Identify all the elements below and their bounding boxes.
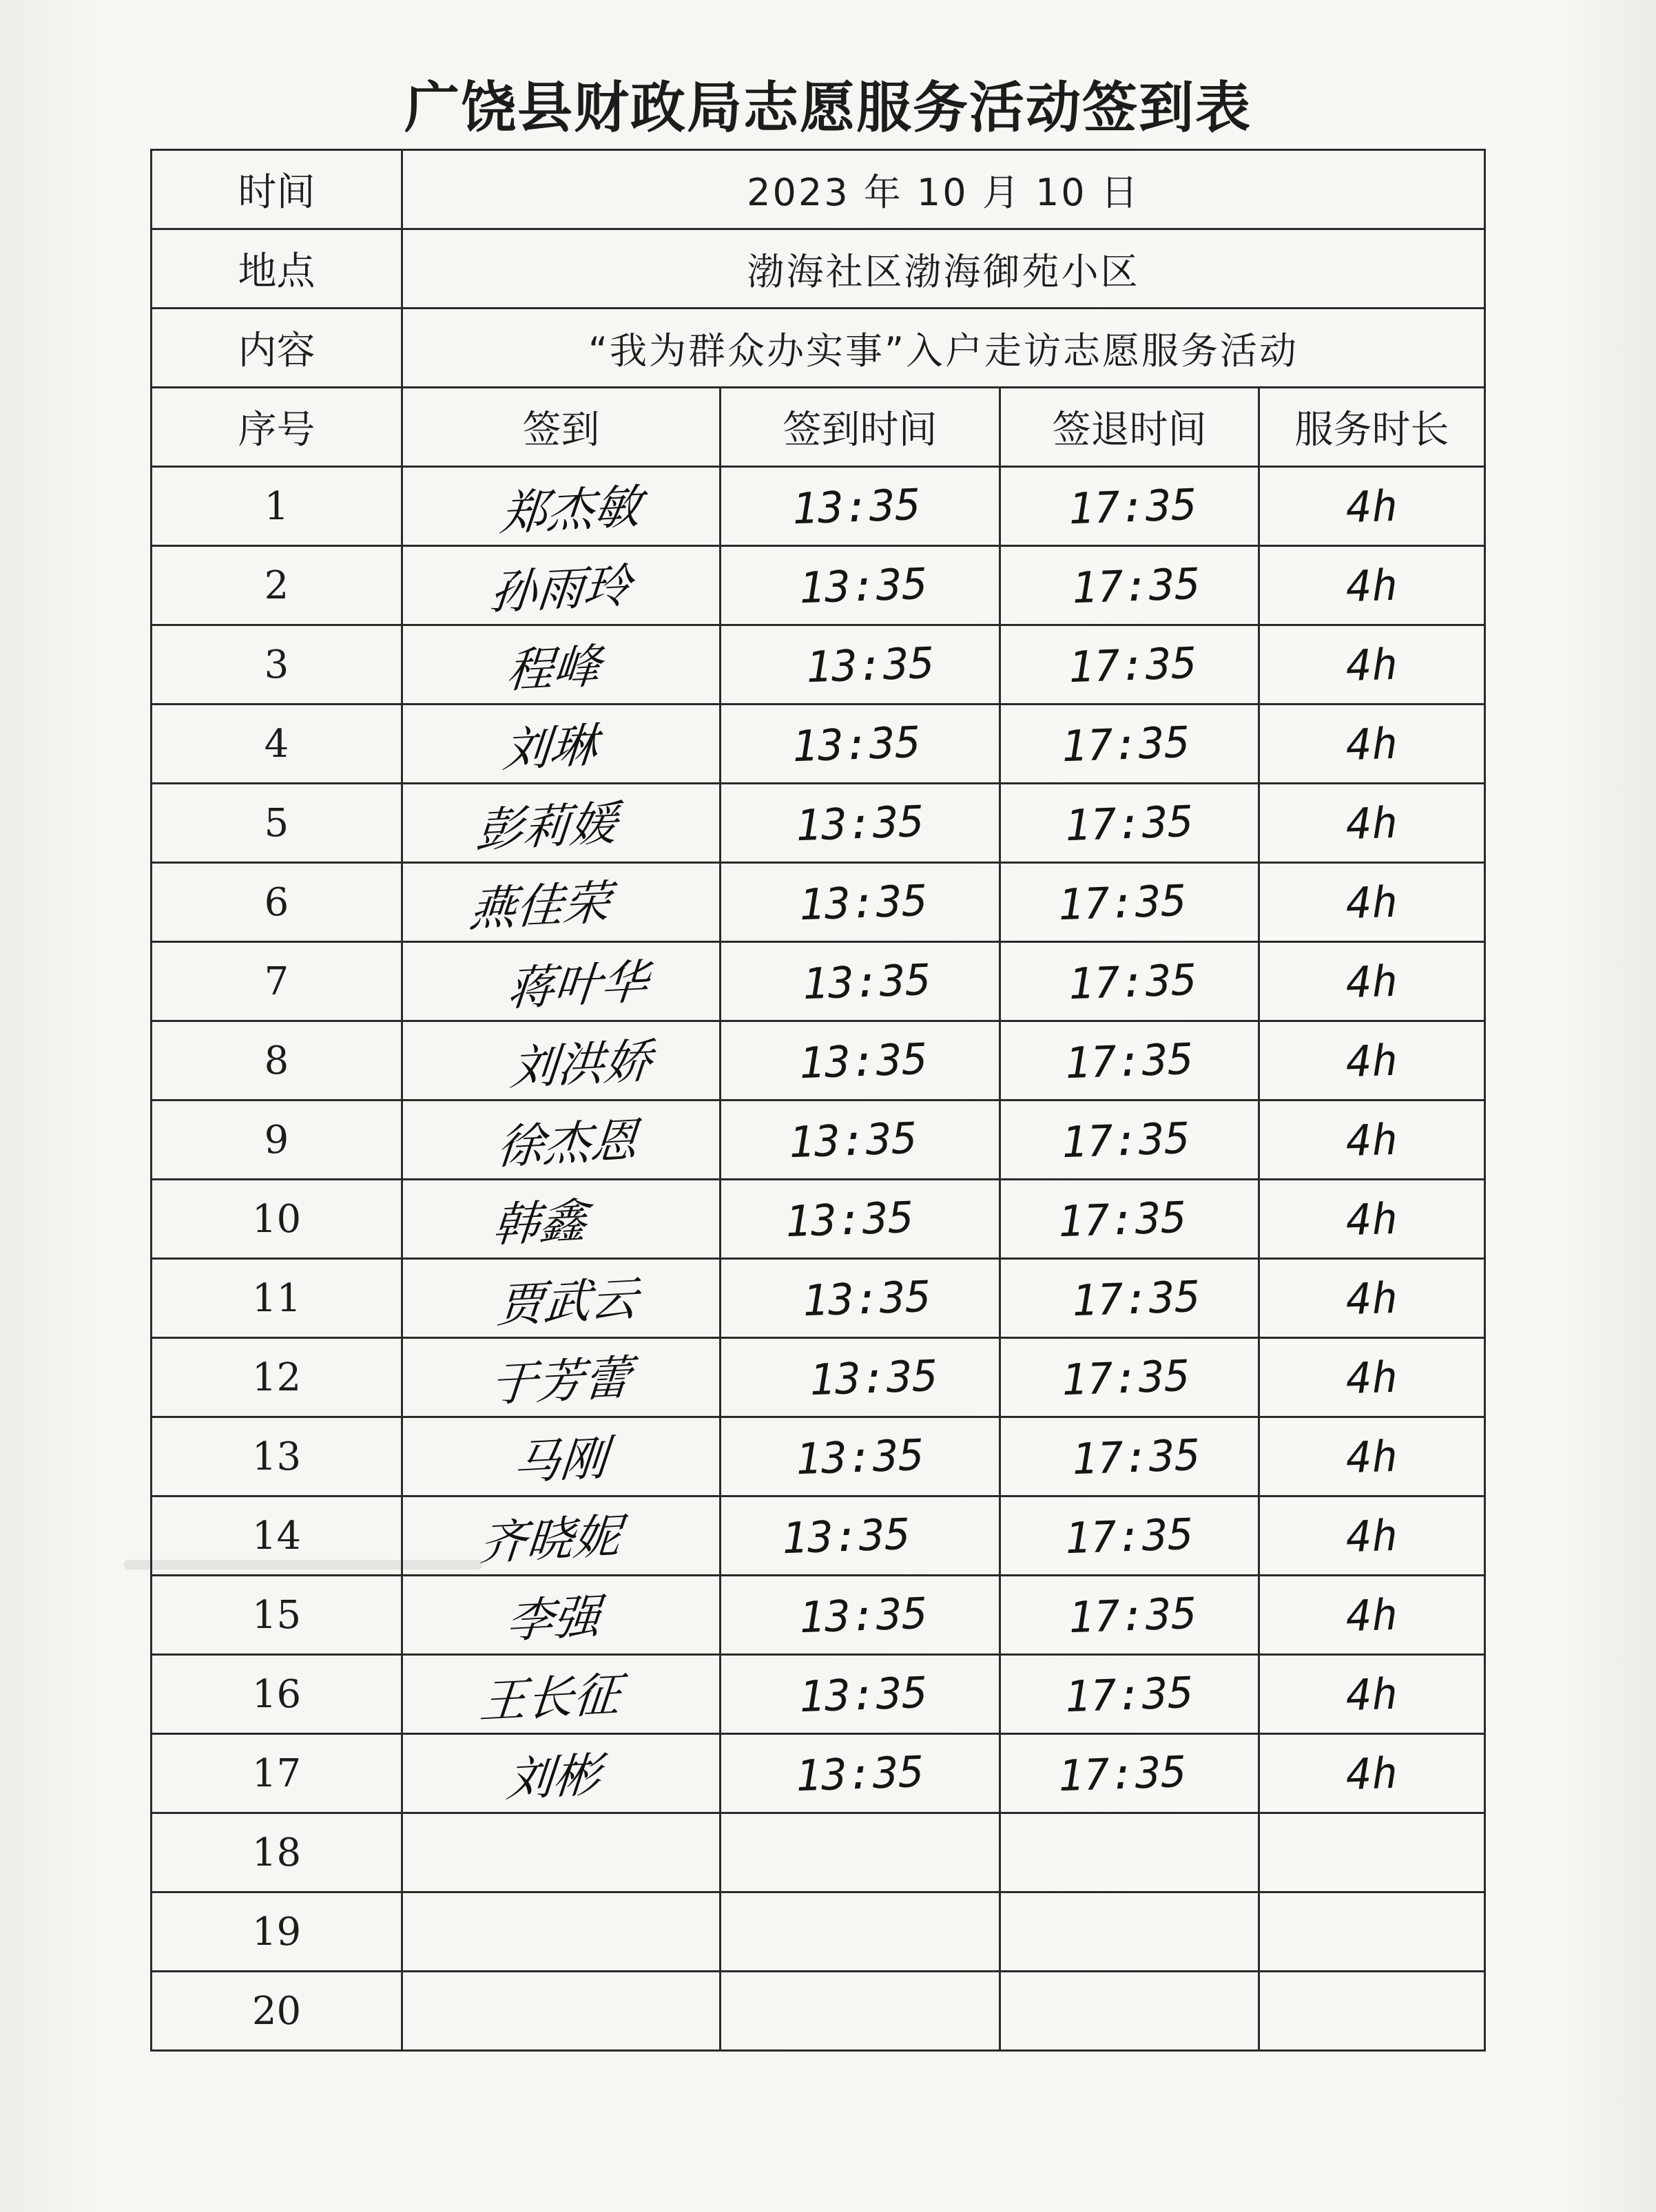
table-row bbox=[152, 1892, 1485, 1972]
signature-text: 彭莉媛 bbox=[474, 795, 620, 859]
number-cell: 20 bbox=[152, 1972, 402, 2051]
number-cell: 10 bbox=[152, 1180, 402, 1259]
service-duration-text: 4h bbox=[1345, 1747, 1399, 1799]
sign-out-time-text: 17:35 bbox=[1057, 1746, 1188, 1801]
signature-text: 刘彬 bbox=[504, 1747, 603, 1808]
table-row bbox=[152, 1259, 1485, 1338]
number-cell: 4 bbox=[152, 705, 402, 784]
table-row bbox=[152, 784, 1485, 863]
sign-in-time-cell bbox=[721, 1892, 1000, 1972]
table-row bbox=[152, 1734, 1485, 1813]
number-cell: 11 bbox=[152, 1259, 402, 1338]
sign-in-time-cell bbox=[721, 1972, 1000, 2051]
sign-in-time-text: 13:35 bbox=[801, 1271, 933, 1326]
time-value: 2023 年 10 月 10 日 bbox=[402, 150, 1485, 229]
table-row bbox=[152, 1417, 1485, 1496]
service-duration-cell bbox=[1259, 1496, 1485, 1576]
signature-cell bbox=[402, 546, 721, 625]
sign-in-time-text: 13:35 bbox=[805, 637, 936, 692]
service-duration-text: 4h bbox=[1345, 718, 1399, 770]
sign-out-time-cell bbox=[1000, 1100, 1259, 1180]
signature-text: 徐杰恩 bbox=[495, 1112, 641, 1176]
table-row bbox=[152, 1338, 1485, 1417]
sign-in-time-cell bbox=[721, 1259, 1000, 1338]
sign-in-time-cell bbox=[721, 1100, 1000, 1180]
sign-out-time-cell bbox=[1000, 1259, 1259, 1338]
sign-in-time-cell bbox=[721, 1417, 1000, 1496]
number-cell: 8 bbox=[152, 1021, 402, 1100]
signature-text: 王长征 bbox=[477, 1667, 623, 1730]
service-duration-cell bbox=[1259, 1813, 1485, 1892]
table-row bbox=[152, 863, 1485, 942]
sign-in-time-cell bbox=[721, 1180, 1000, 1259]
service-duration-cell bbox=[1259, 467, 1485, 546]
signature-text: 韩鑫 bbox=[490, 1193, 590, 1253]
sign-out-time-text: 17:35 bbox=[1067, 1587, 1199, 1642]
column-header-signature: 签到 bbox=[402, 388, 721, 467]
column-header-service-duration: 服务时长 bbox=[1259, 388, 1485, 467]
signature-text: 蒋叶华 bbox=[505, 954, 651, 1017]
sign-in-time-cell bbox=[721, 467, 1000, 546]
sign-out-time-text: 17:35 bbox=[1067, 637, 1199, 692]
sign-out-time-cell bbox=[1000, 1496, 1259, 1576]
table-row bbox=[152, 1576, 1485, 1655]
sign-in-table bbox=[150, 149, 1486, 2052]
signature-cell bbox=[402, 1180, 721, 1259]
service-duration-text: 4h bbox=[1345, 480, 1399, 532]
sign-in-time-text: 13:35 bbox=[791, 479, 922, 534]
header-row bbox=[152, 388, 1485, 467]
number-cell: 6 bbox=[152, 863, 402, 942]
signature-cell bbox=[402, 1734, 721, 1813]
service-duration-cell bbox=[1259, 1892, 1485, 1972]
column-header-sign-out-time: 签退时间 bbox=[1000, 388, 1259, 467]
sign-in-time-cell bbox=[721, 1734, 1000, 1813]
signature-cell bbox=[402, 1021, 721, 1100]
sign-out-time-text: 17:35 bbox=[1064, 1667, 1195, 1722]
signature-text: 李强 bbox=[504, 1589, 603, 1649]
sign-in-time-text: 13:35 bbox=[808, 1350, 940, 1405]
sign-in-time-text: 13:35 bbox=[794, 1746, 926, 1801]
service-duration-cell bbox=[1259, 1021, 1485, 1100]
table-row bbox=[152, 625, 1485, 705]
sign-out-time-text: 17:35 bbox=[1060, 1112, 1192, 1167]
signature-cell bbox=[402, 784, 721, 863]
sign-out-time-text: 17:35 bbox=[1064, 1508, 1195, 1563]
sign-in-time-text: 13:35 bbox=[787, 1112, 919, 1167]
service-duration-text: 4h bbox=[1345, 797, 1399, 849]
number-cell: 17 bbox=[152, 1734, 402, 1813]
signature-text: 郑杰敏 bbox=[498, 479, 644, 542]
sign-in-time-text: 13:35 bbox=[780, 1508, 912, 1563]
service-duration-cell bbox=[1259, 705, 1485, 784]
table-row bbox=[152, 1813, 1485, 1892]
sign-in-time-text: 13:35 bbox=[801, 954, 933, 1009]
signature-cell bbox=[402, 1972, 721, 2051]
service-duration-text: 4h bbox=[1345, 955, 1399, 1008]
sign-in-time-text: 13:35 bbox=[798, 875, 929, 930]
service-duration-cell bbox=[1259, 942, 1485, 1021]
signature-cell bbox=[402, 1338, 721, 1417]
sign-in-time-text: 13:35 bbox=[794, 795, 926, 851]
service-duration-cell bbox=[1259, 784, 1485, 863]
content-value: “我为群众办实事”入户走访志愿服务活动 bbox=[402, 309, 1485, 388]
service-duration-cell bbox=[1259, 1972, 1485, 2051]
sign-in-time-text: 13:35 bbox=[794, 1429, 926, 1484]
signature-text: 于芳蕾 bbox=[488, 1350, 634, 1413]
sign-out-time-text: 17:35 bbox=[1060, 716, 1192, 771]
sign-in-time-cell bbox=[721, 1813, 1000, 1892]
number-cell: 5 bbox=[152, 784, 402, 863]
signature-cell bbox=[402, 1259, 721, 1338]
sign-out-time-text: 17:35 bbox=[1067, 954, 1199, 1009]
table-row bbox=[152, 942, 1485, 1021]
sign-out-time-cell bbox=[1000, 1180, 1259, 1259]
signature-cell bbox=[402, 1576, 721, 1655]
service-duration-text: 4h bbox=[1345, 1510, 1399, 1562]
number-cell: 1 bbox=[152, 467, 402, 546]
sign-in-time-cell bbox=[721, 1576, 1000, 1655]
number-cell: 14 bbox=[152, 1496, 402, 1576]
number-cell: 7 bbox=[152, 942, 402, 1021]
signature-text: 孙雨玲 bbox=[488, 558, 634, 621]
signature-cell bbox=[402, 1100, 721, 1180]
column-header-sign-in-time: 签到时间 bbox=[721, 388, 1000, 467]
sign-in-time-text: 13:35 bbox=[798, 1033, 929, 1088]
sign-out-time-text: 17:35 bbox=[1064, 1033, 1195, 1088]
sign-out-time-text: 17:35 bbox=[1070, 1429, 1202, 1484]
service-duration-cell bbox=[1259, 1417, 1485, 1496]
signature-cell bbox=[402, 1655, 721, 1734]
service-duration-text: 4h bbox=[1345, 1430, 1399, 1483]
service-duration-cell bbox=[1259, 1180, 1485, 1259]
signature-text: 马刚 bbox=[511, 1430, 610, 1491]
service-duration-cell bbox=[1259, 863, 1485, 942]
service-duration-text: 4h bbox=[1345, 1034, 1399, 1087]
number-cell: 3 bbox=[152, 625, 402, 705]
service-duration-cell bbox=[1259, 625, 1485, 705]
signature-cell bbox=[402, 1813, 721, 1892]
signature-cell bbox=[402, 863, 721, 942]
table-row bbox=[152, 467, 1485, 546]
sign-out-time-text: 17:35 bbox=[1064, 795, 1195, 851]
service-duration-cell bbox=[1259, 1338, 1485, 1417]
sign-out-time-cell bbox=[1000, 1338, 1259, 1417]
sign-in-time-text: 13:35 bbox=[798, 1587, 929, 1642]
service-duration-cell bbox=[1259, 1259, 1485, 1338]
sign-in-time-cell bbox=[721, 625, 1000, 705]
sign-out-time-text: 17:35 bbox=[1070, 1271, 1202, 1326]
sign-in-time-cell bbox=[721, 1021, 1000, 1100]
signature-text: 刘洪娇 bbox=[508, 1033, 654, 1096]
signature-cell bbox=[402, 467, 721, 546]
sign-out-time-cell bbox=[1000, 1972, 1259, 2051]
sign-out-time-cell bbox=[1000, 467, 1259, 546]
signature-cell bbox=[402, 705, 721, 784]
table-row bbox=[152, 1180, 1485, 1259]
table-body bbox=[152, 150, 1485, 2051]
signature-cell bbox=[402, 625, 721, 705]
service-duration-text: 4h bbox=[1345, 1114, 1399, 1166]
service-duration-cell bbox=[1259, 1576, 1485, 1655]
sign-in-time-text: 13:35 bbox=[791, 716, 922, 771]
sign-in-time-text: 13:35 bbox=[798, 1667, 929, 1722]
sign-out-time-text: 17:35 bbox=[1057, 875, 1188, 930]
sign-out-time-cell bbox=[1000, 1813, 1259, 1892]
number-cell: 18 bbox=[152, 1813, 402, 1892]
table-row bbox=[152, 1496, 1485, 1576]
sign-out-time-cell bbox=[1000, 1417, 1259, 1496]
signature-text: 燕佳荣 bbox=[467, 875, 613, 938]
sign-out-time-cell bbox=[1000, 942, 1259, 1021]
sign-out-time-text: 17:35 bbox=[1070, 558, 1202, 613]
sign-in-time-text: 13:35 bbox=[784, 1191, 915, 1246]
sign-out-time-cell bbox=[1000, 1576, 1259, 1655]
table-row bbox=[152, 1100, 1485, 1180]
sign-in-time-cell bbox=[721, 1338, 1000, 1417]
number-cell: 9 bbox=[152, 1100, 402, 1180]
sign-in-time-cell bbox=[721, 1655, 1000, 1734]
sign-out-time-cell bbox=[1000, 1021, 1259, 1100]
table-row bbox=[152, 546, 1485, 625]
number-cell: 15 bbox=[152, 1576, 402, 1655]
sign-in-time-text: 13:35 bbox=[798, 558, 929, 613]
sign-out-time-cell bbox=[1000, 784, 1259, 863]
number-cell: 2 bbox=[152, 546, 402, 625]
signature-text: 程峰 bbox=[504, 638, 603, 699]
table-row bbox=[152, 705, 1485, 784]
service-duration-cell bbox=[1259, 546, 1485, 625]
page-title: 广饶县财政局志愿服务活动签到表 bbox=[404, 76, 1252, 140]
sign-out-time-text: 17:35 bbox=[1057, 1191, 1188, 1246]
place-row bbox=[152, 229, 1485, 309]
table-row bbox=[152, 1655, 1485, 1734]
sign-in-time-cell bbox=[721, 546, 1000, 625]
sign-in-time-cell bbox=[721, 863, 1000, 942]
content-label: 内容 bbox=[152, 309, 402, 388]
sign-out-time-cell bbox=[1000, 1655, 1259, 1734]
place-value: 渤海社区渤海御苑小区 bbox=[402, 229, 1485, 309]
signature-cell bbox=[402, 942, 721, 1021]
number-cell: 16 bbox=[152, 1655, 402, 1734]
number-cell: 12 bbox=[152, 1338, 402, 1417]
sign-out-time-text: 17:35 bbox=[1060, 1350, 1192, 1405]
number-cell: 13 bbox=[152, 1417, 402, 1496]
service-duration-text: 4h bbox=[1345, 1351, 1399, 1404]
table-row bbox=[152, 1972, 1485, 2051]
sign-out-time-cell bbox=[1000, 546, 1259, 625]
signature-cell bbox=[402, 1417, 721, 1496]
service-duration-text: 4h bbox=[1345, 876, 1399, 928]
signature-text: 贾武云 bbox=[495, 1271, 641, 1334]
sign-in-time-cell bbox=[721, 784, 1000, 863]
service-duration-text: 4h bbox=[1345, 559, 1399, 612]
service-duration-text: 4h bbox=[1345, 1193, 1399, 1245]
sign-out-time-cell bbox=[1000, 705, 1259, 784]
sign-out-time-cell bbox=[1000, 625, 1259, 705]
service-duration-text: 4h bbox=[1345, 1272, 1399, 1324]
sign-out-time-text: 17:35 bbox=[1067, 479, 1199, 534]
service-duration-cell bbox=[1259, 1734, 1485, 1813]
service-duration-text: 4h bbox=[1345, 638, 1399, 691]
time-label: 时间 bbox=[152, 150, 402, 229]
column-header-number: 序号 bbox=[152, 388, 402, 467]
service-duration-cell bbox=[1259, 1655, 1485, 1734]
sign-in-time-cell bbox=[721, 942, 1000, 1021]
signature-text: 齐晓妮 bbox=[477, 1508, 623, 1572]
signature-cell bbox=[402, 1496, 721, 1576]
place-label: 地点 bbox=[152, 229, 402, 309]
signature-text: 刘琳 bbox=[501, 718, 600, 778]
number-cell: 19 bbox=[152, 1892, 402, 1972]
sign-out-time-cell bbox=[1000, 1734, 1259, 1813]
sign-in-time-cell bbox=[721, 1496, 1000, 1576]
table-row bbox=[152, 1021, 1485, 1100]
service-duration-text: 4h bbox=[1345, 1668, 1399, 1720]
service-duration-cell bbox=[1259, 1100, 1485, 1180]
sign-in-time-cell bbox=[721, 705, 1000, 784]
signature-cell bbox=[402, 1892, 721, 1972]
time-row bbox=[152, 150, 1485, 229]
service-duration-text: 4h bbox=[1345, 1589, 1399, 1641]
sign-out-time-cell bbox=[1000, 863, 1259, 942]
sign-out-time-cell bbox=[1000, 1892, 1259, 1972]
content-row bbox=[152, 309, 1485, 388]
